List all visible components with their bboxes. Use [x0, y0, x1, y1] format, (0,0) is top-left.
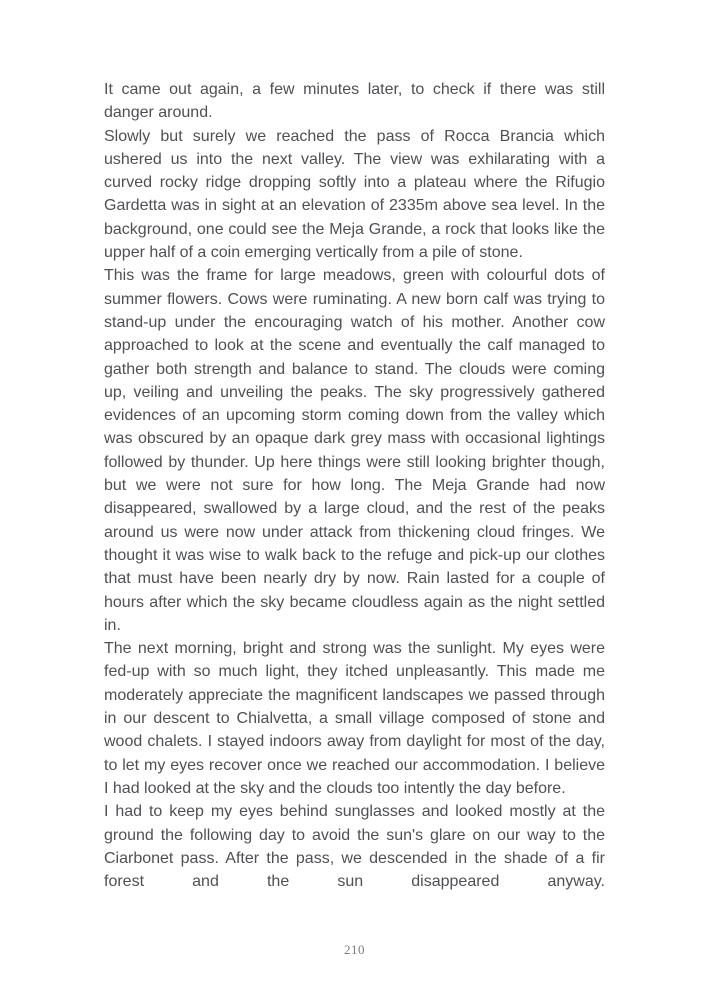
paragraph-4: The next morning, bright and strong was the sunlight. My eyes were fed-up with so much light, they itched unpleasantly. This made me moderately appreciate the magnificent landscapes we passed through in our descent to Chialvetta, a small village composed of stone and wood chalets. I stayed indoors away from daylight for most of the day, to let my eyes recover once we reached our accommodation. I believe I had looked at the sky and the clouds too intently the day before.	[104, 640, 605, 797]
page-footer	[0, 942, 709, 958]
page-number: 210	[344, 942, 365, 957]
paragraph-5: I had to keep my eyes behind sunglasses and looked mostly at the ground the following day to avoid the sun's glare on our way to the Ciarbonet pass. After the pass, we descended in the shade of a fir forest and the sun disappeared anyway.	[104, 803, 605, 891]
paragraph-1: It came out again, a few minutes later, to check if there was still danger around.	[104, 81, 605, 122]
paragraph-2: Slowly but surely we reached the pass of Rocca Brancia which ushered us into the next valley. The view was exhilarating with a curved rocky ridge dropping softly into a plateau where the Rifugio Gardetta was in sight at an elevation of 2335m above sea level. In the background, one could see the Meja Grande, a rock that looks like the upper half of a coin emerging vertically from a pile of stone.	[104, 127, 605, 262]
paragraph-3: This was the frame for large meadows, green with colourful dots of summer flowers. Cows were ruminating. A new born calf was trying to stand-up under the encouraging watch of his mother. Another cow approached to look at the scene and eventually the calf managed to gather both strength and balance to stand. The clouds were coming up, veiling and unveiling the peaks. The sky progressively gathered evidences of an upcoming storm coming down from the valley which was obscured by an opaque dark grey mass with occasional lightings followed by thunder. Up here things were still looking brighter though, but we were not sure for how long. The Meja Grande had now disappeared, swallowed by a large cloud, and the rest of the peaks around us were now under attack from thickening cloud fringes. We thought it was wise to walk back to the refuge and pick-up our clothes that must have been nearly dry by now. Rain lasted for a couple of hours after which the sky became cloudless again as the night settled in.	[104, 267, 605, 634]
page-text-block	[104, 78, 605, 893]
